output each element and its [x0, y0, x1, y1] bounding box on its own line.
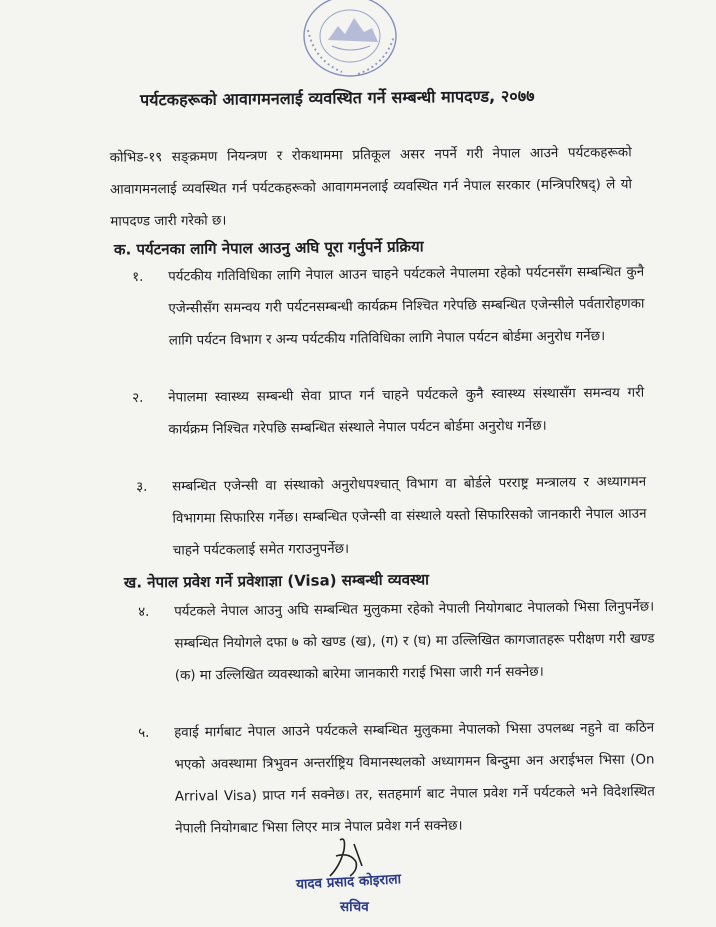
item-text: पर्यटकीय गतिविधिका लागि नेपाल आउन चाहने पर्यटकले नेपालमा रहेको पर्यटनसँग सम्बन्धित कुनै एजेन्सीसँग समन्वय गरी पर्यटनसम्बन्धी कार्यक्रम निश्चित गरेपछि सम्बन्धित एजेन्सीले पर्वतारोहणका लागि पर्यटन विभाग र अन्य पर्यटकीय गतिविधिका लागि नेपाल पर्यटन बोर्डमा अनुरोध गर्नेछ।: [168, 264, 645, 349]
item-number: १.: [132, 269, 144, 285]
item-number: २.: [132, 390, 144, 406]
item-text: पर्यटकले नेपाल आउनु अघि सम्बन्धित मुलुकमा रहेको नेपाली नियोगबाट नेपालको भिसा लिनुपर्नेछ। सम्बन्धित नियोगले दफा ७ को खण्ड (ख), (ग) र (घ) मा उल्लिखित कागजातहरू परीक्षण गरी खण्ड (क) मा उल्लिखित व्यवस्थाको बारेमा जानकारी गराई भिसा जारी गर्न सक्नेछ।: [174, 599, 655, 684]
item-text: हवाई मार्गबाट नेपाल आउने पर्यटकले सम्बन्धित मुलुकमा नेपालको भिसा उपलब्ध नहुने वा कठिन भएको अवस्थामा त्रिभुवन अन्तर्राष्ट्रिय विमानस्थलको अध्यागमन बिन्दुमा अन अराईभल भिसा (On Arrival Visa) प्राप्त गर्न सक्नेछ। तर, सतहमार्ग बाट नेपाल प्रवेश गर्ने पर्यटकले भने विदेशस्थित नेपाली नियोगबाट भिसा लिएर मात्र नेपाल प्रवेश गर्न सक्नेछ।: [174, 720, 655, 837]
government-seal-icon: [298, 0, 402, 86]
item-number: ५.: [138, 725, 150, 741]
document-title: पर्यटकहरूको आवागमनलाई व्यवस्थित गर्ने सम्बन्धी मापदण्ड, २०७७: [139, 86, 535, 110]
item-text: नेपालमा स्वास्थ्य सम्बन्धी सेवा प्राप्त गर्न चाहने पर्यटकले कुनै स्वास्थ्य संस्थासँग समन्वय गरी कार्यक्रम निश्चित गरेपछि सम्बन्धित संस्थाले नेपाल पर्यटन बोर्डमा अनुरोध गर्नेछ।: [168, 385, 645, 438]
item-number: ४.: [138, 604, 150, 620]
item-text: सम्बन्धित एजेन्सी वा संस्थाको अनुरोधपश्चात् विभाग वा बोर्डले परराष्ट्र मन्त्रालय र अध्यागमन विभागमा सिफारिस गर्नेछ। सम्बन्धित एजेन्सी वा संस्थाले यस्तो सिफारिसको जानकारी नेपाल आउन चाहने पर्यटकलाई समेत गराउनुपर्नेछ।: [172, 474, 647, 559]
signatory-title: सचिव: [340, 899, 369, 915]
section-b-heading: ख. नेपाल प्रवेश गर्ने प्रवेशाज्ञा (Visa) सम्बन्धी व्यवस्था: [123, 570, 430, 592]
signatory-name: यादव प्रसाद कोइराला: [295, 871, 402, 893]
section-a-heading: क. पर्यटनका लागि नेपाल आउनु अघि पूरा गर्नुपर्ने प्रक्रिया: [113, 237, 424, 259]
item-number: ३.: [136, 479, 148, 495]
intro-paragraph: कोभिड-१९ सङ्क्रमण नियन्त्रण र रोकथाममा प्रतिकूल असर नपर्ने गरी नेपाल आउने पर्यटकहरूको आवागमनलाई व्यवस्थित गर्न पर्यटकहरूको आवागमनलाई व्यवस्थित गर्न नेपाल सरकार (मन्त्रिपरिषद्) ले यो मापदण्ड जारी गरेको छ।: [109, 145, 633, 230]
